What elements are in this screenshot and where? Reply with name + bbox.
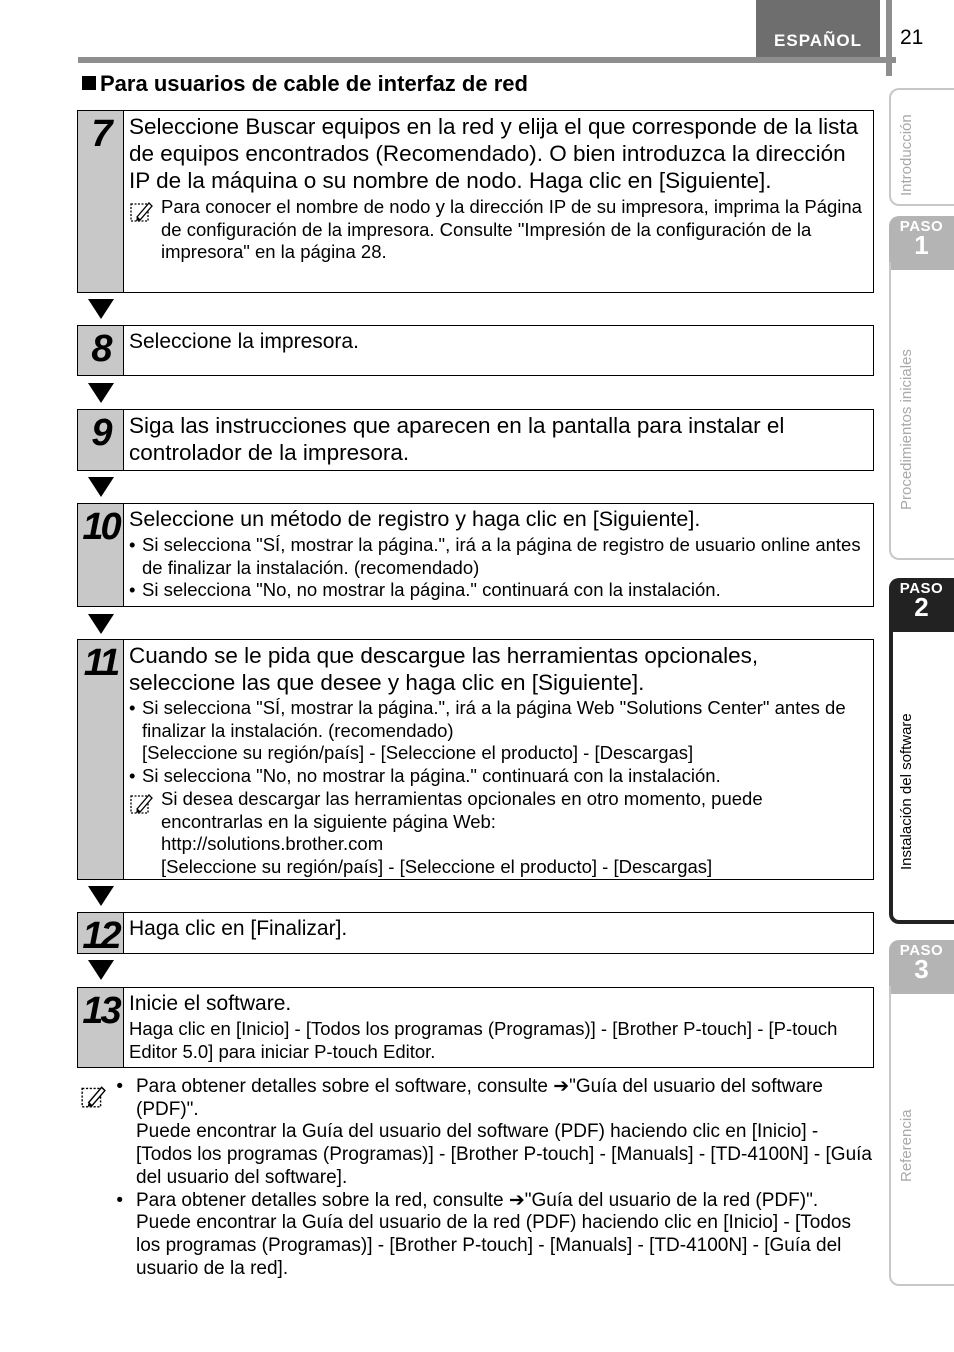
step-text: Haga clic en [Finalizar]. (129, 917, 348, 940)
step-12 (77, 912, 874, 957)
step-number: 11 (83, 642, 118, 684)
step-number: 13 (82, 990, 119, 1032)
step-text: Inicie el software. (129, 992, 292, 1015)
step-13 (77, 987, 874, 1068)
pencil-note-icon (129, 788, 161, 878)
list-item-text: Si selecciona "SÍ, mostrar la página.", irá a la página de registro de usuario online antes de finalizar la instalación. (recomendado) (142, 534, 861, 578)
paso-number: 2 (914, 592, 929, 622)
step-number-cell (78, 111, 124, 292)
bottom-note (78, 1076, 878, 1280)
paso-word: PASO (899, 942, 944, 959)
down-triangle-icon (88, 299, 114, 319)
list-item: • Si selecciona "No, no mostrar la página." continuará con la instalación. (129, 764, 721, 786)
down-triangle-icon (88, 960, 114, 980)
list-item-text: Si selecciona "SÍ, mostrar la página.", irá a la página Web "Solutions Center" antes de finalizar la instalación. (recomendado) (142, 697, 846, 741)
step-11 (77, 639, 874, 880)
header-rule (78, 57, 896, 63)
step-text: Cuando se le pida que descargue las herramientas opcionales, seleccione las que desee y haga clic en [Siguiente]. (129, 643, 759, 695)
step-number-cell (78, 410, 124, 470)
step-number-cell (78, 988, 124, 1067)
down-triangle-icon (88, 477, 114, 497)
note-text: Para obtener detalles sobre la red, consulte (136, 1189, 509, 1211)
step-detail: Haga clic en [Inicio] - [Todos los programas (Programas)] - [Brother P-touch] - [P-touch Editor 5.0] para iniciar P-touch Editor. (129, 1018, 838, 1062)
sidebar-label-reference: Referencia (898, 1109, 915, 1182)
list-item: • Si selecciona "No, no mostrar la página." continuará con la instalación. (129, 579, 721, 600)
list-item: • Para obtener detalles sobre el software, consulte ➔"Guía del usuario del software (PDF)". Puede encontrar la Guía del usuario del software (PDF) haciendo clic en [Inicio] - [Todos los programas (Programas)] - [Brother P-touch] - [Manuals] - [TD-4100N] - [Guía del usuario del software]. (78, 1076, 878, 1190)
step-number-cell (78, 326, 124, 375)
section-title (82, 71, 528, 97)
page-number: 21 (900, 26, 924, 49)
list-item-text: Si selecciona "No, no mostrar la página." continuará con la instalación. (142, 579, 721, 600)
note-url: http://solutions.brother.com (161, 833, 384, 854)
down-triangle-icon (88, 383, 114, 403)
sidebar-label-procedures: Procedimientos iniciales (898, 349, 915, 510)
step-text: Seleccione un método de registro y haga clic en [Siguiente]. (129, 507, 701, 531)
note-text: Si desea descargar las herramientas opcionales en otro momento, puede encontrarlas en la siguiente página Web: (161, 788, 763, 832)
paso-word: PASO (899, 580, 944, 597)
note-continuation: Puede encontrar la Guía del usuario del software (PDF) haciendo clic en [Inicio] - [Todos los programas (Programas)] - [Brother P-touch] - [Manuals] - [TD-4100N] - [Guía del usuario del software]. (136, 1121, 872, 1188)
down-triangle-icon (88, 614, 114, 634)
list-item-path: [Seleccione su región/país] - [Seleccione el producto] - [Descargas] (142, 742, 694, 763)
step-10 (77, 503, 874, 607)
step-text: Seleccione Buscar equipos en la red y elija el que corresponde de la lista de equipos encontrados (Recomendado). O bien introduzca la dirección IP de la máquina o su nombre de nodo. Haga clic en [Siguiente]. (129, 114, 859, 193)
down-triangle-icon (88, 886, 114, 906)
paso-word: PASO (899, 218, 944, 235)
step-9 (77, 409, 874, 471)
paso-number: 3 (914, 954, 929, 984)
step-text: Seleccione la impresora. (129, 330, 359, 353)
language-tab: ESPAÑOL (756, 0, 880, 57)
step-7 (77, 110, 874, 293)
step-number: 9 (91, 412, 110, 454)
section-title-text: Para usuarios de cable de interfaz de red (100, 71, 528, 96)
note-path: [Seleccione su región/país] - [Seleccione el producto] - [Descargas] (161, 855, 713, 877)
list-item-text: Si selecciona "No, no mostrar la página." continuará con la instalación. (142, 764, 721, 786)
step-number-cell (78, 504, 124, 606)
list-item: • Si selecciona "SÍ, mostrar la página.", irá a la página de registro de usuario online antes de finalizar la instalación. (recomendado) (129, 534, 867, 579)
right-arrow-icon: ➔ (508, 1189, 525, 1211)
square-bullet-icon (82, 76, 96, 90)
step-number: 8 (91, 328, 110, 370)
sidebar-label-install: Instalación del software (898, 713, 915, 870)
sidebar-label-intro: Introducción (898, 114, 915, 196)
step-8 (77, 325, 874, 376)
note-continuation: Puede encontrar la Guía del usuario de la red (PDF) haciendo clic en [Inicio] - [Todos los programas (Programas)] - [Brother P-touch] - [Manuals] - [TD-4100N] - [Guía del usuario de la red]. (136, 1212, 851, 1279)
note-text: Para obtener detalles sobre el software, consulte (136, 1076, 554, 1097)
step-number: 7 (91, 113, 110, 155)
step-note (129, 196, 867, 264)
list-item: • Si selecciona "SÍ, mostrar la página.", irá a la página Web "Solutions Center" antes de finalizar la instalación. (recomendado) (129, 697, 867, 742)
note-text: Para conocer el nombre de nodo y la dirección IP de su impresora, imprima la Página de configuración de la impresora. Consulte "Impresión de la configuración de la impresora" en la página 28. (161, 196, 862, 262)
list-item: • Para obtener detalles sobre la red, consulte ➔"Guía del usuario de la red (PDF)". Puede encontrar la Guía del usuario de la red (PDF) haciendo clic en [Inicio] - [Todos los programas (Programas)] - [Brother P-touch] - [Manuals] - [TD-4100N] - [Guía del usuario de la red]. (78, 1190, 878, 1281)
step-text: Siga las instrucciones que aparecen en la pantalla para instalar el controlador de la impresora. (129, 413, 785, 465)
step-number-cell (78, 913, 124, 957)
step-note (129, 788, 867, 878)
right-arrow-icon: ➔ (553, 1076, 570, 1097)
step-number: 12 (82, 915, 119, 957)
step-number: 10 (82, 506, 119, 548)
note-reference: "Guía del usuario del software (PDF)". (136, 1076, 823, 1120)
header-divider (886, 0, 892, 76)
pencil-note-icon (129, 196, 161, 264)
note-reference: "Guía del usuario de la red (PDF)". (524, 1189, 819, 1211)
paso-number: 1 (914, 230, 929, 260)
step-number-cell (78, 640, 124, 879)
